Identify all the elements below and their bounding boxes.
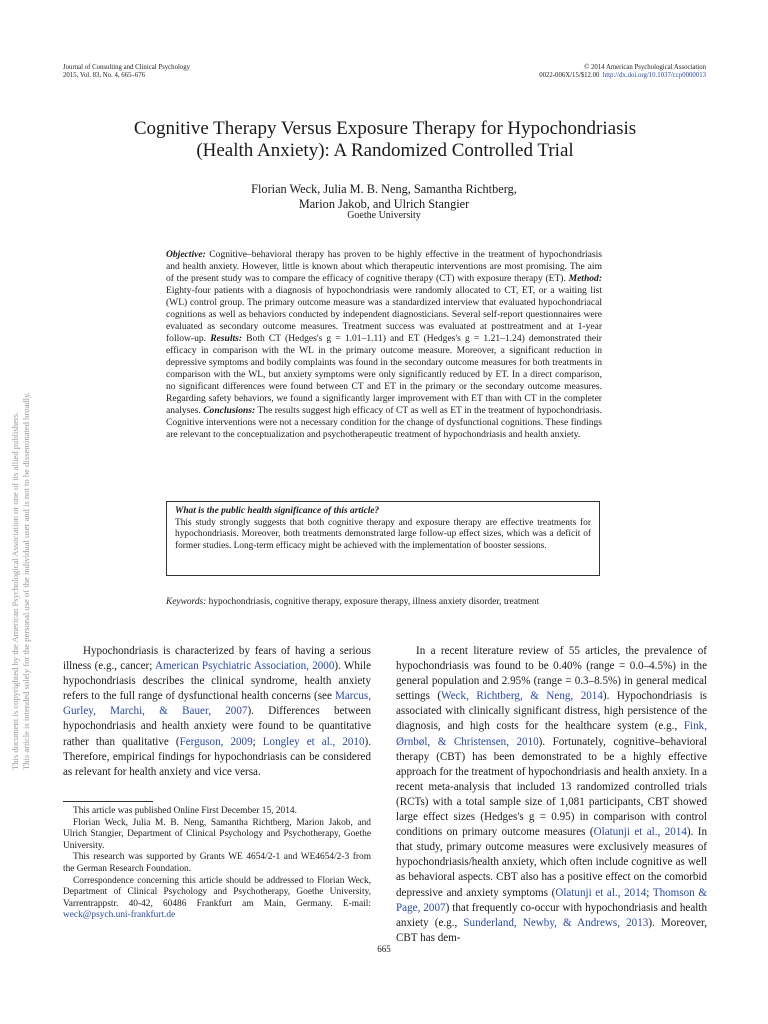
- text-span: ). While hypochondriasis describes the clinical syndrome, health anxiety refers to the full range of dysfunctional health concerns (see: [63, 660, 371, 703]
- citation-link[interactable]: Marcus, Gurley, Marchi, & Bauer, 2007: [63, 690, 371, 718]
- copyright-header: [539, 64, 706, 80]
- title-line-1: Cognitive Therapy Versus Exposure Therapy for Hypochondriasis: [133, 118, 637, 139]
- citation-link[interactable]: American Psychiatric Association, 2000: [154, 660, 335, 673]
- significance-body: This study strongly suggests that both cognitive therapy and exposure therapy are effective treatments for hypochondriasis. Moreover, both treatments demonstrated large follow-up effect sizes, which was a deficit of former studies. Long-term efficacy might be achieved with the implementation of booster sessions.: [175, 517, 591, 552]
- footnote-affiliations: Florian Weck, Julia M. B. Neng, Samantha Richtberg, Marion Jakob, and Ulrich Stangier, Department of Clinical Psychology and Psychotherapy, Goethe University.: [63, 817, 371, 851]
- doi-line: [539, 72, 706, 80]
- authors-line-2: Marion Jakob, and Ulrich Stangier: [298, 197, 470, 211]
- author-list: [140, 182, 628, 212]
- price: 0022-006X/15/$12.00: [539, 72, 600, 79]
- journal-volume: 2015, Vol. 83, No. 4, 665–676: [63, 72, 146, 79]
- sidebar-text: [10, 270, 32, 770]
- email-link[interactable]: weck@psych.uni-frankfurt.de: [63, 910, 176, 921]
- journal-header: [63, 64, 190, 80]
- conclusions-text: The results suggest high efficacy of CT as well as ET in the treatment of hypochondriasis. Cognitive interventions were not a necessary condition for the change of dysfunctional cognitions. These findings are relevant to the conceptualization and psychotherapeutic treatment of hypochondriasis and health anxiety.: [166, 405, 602, 441]
- objective-label: Objective:: [166, 249, 206, 260]
- abstract: [166, 249, 602, 441]
- conclusions-label: Conclusions:: [203, 405, 256, 417]
- citation-link[interactable]: Thomson & Page, 2007: [396, 886, 707, 914]
- article-title: [90, 118, 680, 162]
- affiliation: Goethe University: [347, 210, 421, 221]
- significance-box: [166, 501, 600, 576]
- sidebar-line-1: This document is copyrighted by the American Psychological Association or one of its allied publishers.: [10, 411, 20, 770]
- footnote-published: This article was published Online First December 15, 2014.: [73, 806, 297, 816]
- text-span: In a recent literature review of 55 articles, the prevalence of hypochondriasis was found to be 0.40% (range = 0.0–4.5%) in the general population and 2.95% (range = 0.3–8.5%) in general medical settings (: [396, 645, 707, 703]
- citation-link[interactable]: Fink, Ørnbøl, & Christensen, 2010: [396, 720, 707, 748]
- footnotes: [63, 806, 371, 922]
- results-text: Both CT (Hedges's g = 1.01–1.11) and ET (Hedges's g = 1.21–1.24) demonstrated their efficacy in comparison with the WL in the primary outcome measure. Moreover, a significant reduction in depressive symptoms and bodily complaints was found in the secondary outcome measures for both treatments in comparison with the WL, but anxiety symptoms were only significantly reduced by ET. In a direct comparison, no significant differences were found between CT and ET in the primary or the secondary outcome measures. Regarding safety behaviors, we found a significantly larger improvement with ET than with CT in the completer analyses.: [166, 333, 602, 417]
- text-span: Hypochondriasis is characterized by fears of having a serious illness (e.g., cancer;: [63, 645, 371, 673]
- intro-paragraph-1: [63, 644, 371, 780]
- citation-link[interactable]: Olatunji et al., 2014: [555, 886, 647, 899]
- doi-link[interactable]: http://dx.doi.org/10.1037/ccp0000013: [602, 72, 706, 79]
- method-text: Eighty-four patients with a diagnosis of hypochondriasis were randomly allocated to CT, ET, or a waiting list (WL) control group. The primary outcome measure was a standardized interview that evaluated hypochondriacal cognitions as well as behaviors conducted by independent diagnosticians. Several self-report questionnaires were evaluated as secondary outcome measures. Treatment success was evaluated at posttreatment and at 1-year follow-up.: [166, 285, 602, 345]
- citation-link[interactable]: Ferguson, 2009: [179, 735, 253, 748]
- citation-link[interactable]: Longley et al., 2010: [262, 735, 365, 748]
- page-number: 665: [377, 944, 391, 954]
- footnote-correspondence: [63, 876, 371, 922]
- significance-title: What is the public health significance of this article?: [175, 506, 380, 516]
- text-span: Correspondence concerning this article should be addressed to Florian Weck, Department of Clinical Psychology and Psychotherapy, Goethe University, Varrentrappstr. 40-42, 60486 Frankfurt am Main, Germany. E-mail:: [63, 875, 371, 909]
- text-span: ). In that study, primary outcome measures were exclusively measures of hypochondriasis/health anxiety, which often include cognitive as well as behavioral aspects. CBT also has a positive effect on the comorbid depressive and anxiety symptoms (: [396, 826, 707, 899]
- keywords-label: Keywords:: [166, 597, 207, 607]
- text-span: ) that frequently co-occur with hypochondriasis and health anxiety (e.g.,: [396, 901, 707, 929]
- method-label: Method:: [568, 273, 602, 285]
- journal-name: Journal of Consulting and Clinical Psychology: [63, 64, 191, 71]
- citation-link[interactable]: Sunderland, Newby, & Andrews, 2013: [463, 916, 649, 929]
- text-span: ;: [252, 735, 263, 748]
- authors-line-1: Florian Weck, Julia M. B. Neng, Samantha Richtberg,: [251, 182, 517, 196]
- footnote-funding: This research was supported by Grants WE 4654/2-1 and WE4654/2-3 from the German Research Foundation.: [63, 852, 371, 874]
- results-label: Results:: [210, 333, 243, 345]
- text-span: ). Hypochondriasis is associated with clinically significant distress, high persistence of the diagnosis, and high costs for the healthcare system (e.g.,: [396, 690, 707, 733]
- copyright-notice: © 2014 American Psychological Association: [584, 64, 706, 71]
- title-line-2: (Health Anxiety): A Randomized Controlled Trial: [196, 140, 574, 161]
- sidebar-line-2: This article is intended solely for the personal use of the individual user and is not to be disseminated broadly.: [21, 392, 31, 770]
- objective-text: Cognitive–behavioral therapy has proven to be highly effective in the treatment of hypochondriasis and health anxiety. However, little is known about which therapeutic interventions are most promising. The aim of the present study was to compare the efficacy of cognitive therapy (CT) with exposure therapy (ET).: [166, 249, 602, 285]
- text-span: ;: [646, 886, 653, 899]
- text-span: ). Therefore, empirical findings for hypochondriasis can be considered as relevant for health anxiety and vice versa.: [63, 735, 371, 778]
- citation-link[interactable]: Olatunji et al., 2014: [593, 826, 687, 839]
- keywords: [166, 596, 602, 608]
- text-span: ). Fortunately, cognitive–behavioral therapy (CBT) has been demonstrated to be a highly effective approach for the treatment of hypochondriasis and health anxiety. In a recent meta-analysis that included 13 randomized controlled trials (RCTs) with a total sample size of 1,081 participants, CBT showed large effect sizes (Hedges's g = 0.95) in comparison with control conditions on primary outcome measures (: [396, 735, 707, 839]
- keywords-text: hypochondriasis, cognitive therapy, exposure therapy, illness anxiety disorder, treatment: [206, 597, 540, 607]
- intro-paragraph-2: [396, 644, 707, 946]
- text-span: ). Differences between hypochondriasis and health anxiety were found to be quantitative rather than qualitative (: [63, 705, 371, 748]
- text-span: ). Moreover, CBT has dem-: [396, 916, 707, 944]
- citation-link[interactable]: Weck, Richtberg, & Neng, 2014: [441, 690, 603, 703]
- copyright-sidebar: [4, 280, 31, 780]
- footnote-divider: [63, 801, 153, 802]
